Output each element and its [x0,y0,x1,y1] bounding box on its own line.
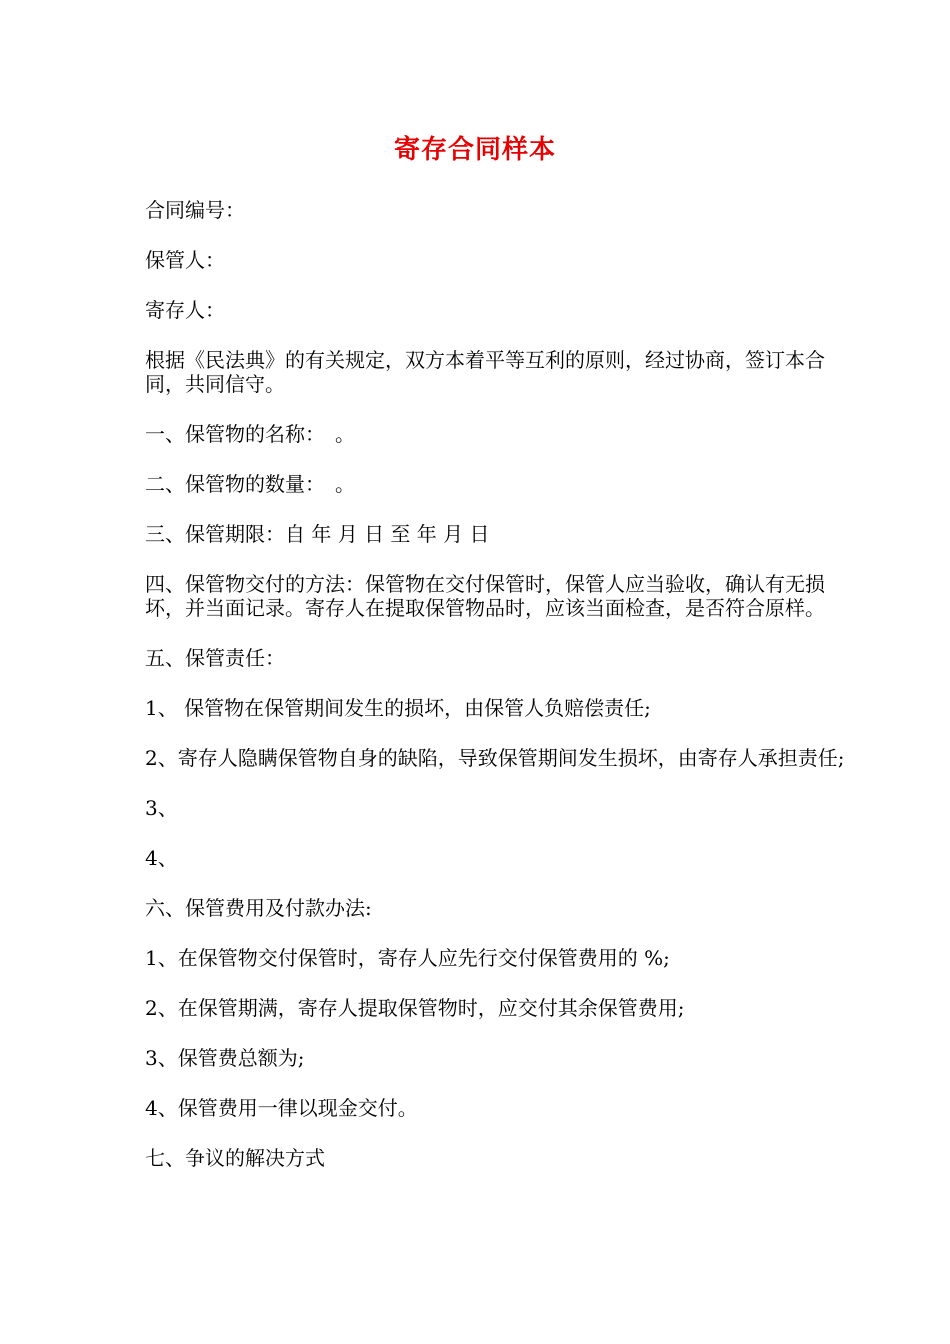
fees-item-4: 4、保管费用一律以现金交付。 [145,1096,418,1120]
clause-item-name: 一、保管物的名称： 。 [145,422,355,446]
clause-dispute-heading: 七、争议的解决方式 [145,1146,325,1170]
fees-item-2: 2、在保管期满，寄存人提取保管物时，应交付其余保管费用; [145,996,685,1020]
responsibility-item-1: 1、 保管物在保管期间发生的损坏，由保管人负赔偿责任; [145,696,651,720]
clause-fees-heading: 六、保管费用及付款办法: [145,896,372,920]
document-title: 寄存合同样本 [393,135,556,165]
custodian-line: 保管人： [145,248,225,272]
fees-item-3: 3、保管费总额为; [145,1046,305,1070]
responsibility-item-2: 2、寄存人隐瞒保管物自身的缺陷，导致保管期间发生损坏，由寄存人承担责任; [145,746,845,770]
responsibility-item-3: 3、 [145,796,178,820]
contract-number-line: 合同编号： [145,198,245,222]
clause-responsibility-heading: 五、保管责任： [145,646,285,670]
depositor-line: 寄存人： [145,298,225,322]
document-body [145,198,845,1196]
preamble-paragraph: 根据《民法典》的有关规定，双方本着平等互利的原则，经过协商，签订本合同，共同信守。 [145,348,825,396]
clause-item-quantity: 二、保管物的数量： 。 [145,472,355,496]
fees-item-1: 1、在保管物交付保管时，寄存人应先行交付保管费用的 %; [145,946,670,970]
clause-delivery-method: 四、保管物交付的方法：保管物在交付保管时，保管人应当验收，确认有无损坏，并当面记录。寄存人在提取保管物品时，应该当面检查，是否符合原样。 [145,572,825,620]
responsibility-item-4: 4、 [145,846,178,870]
clause-custody-period: 三、保管期限：自 年 月 日 至 年 月 日 [145,522,490,546]
